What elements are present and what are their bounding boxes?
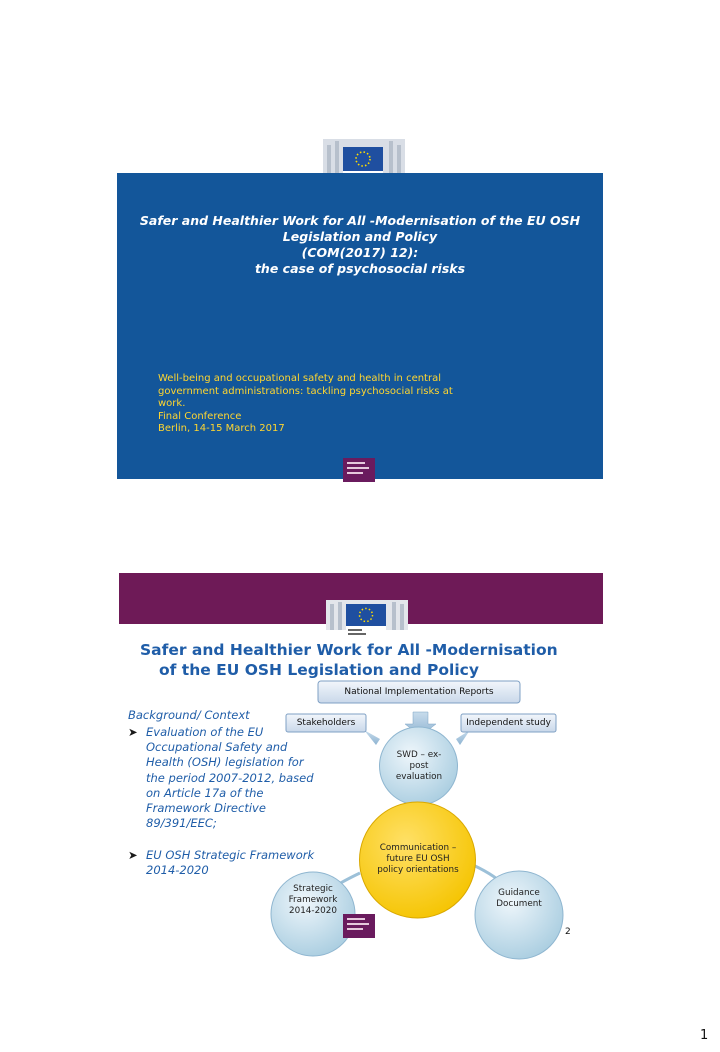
slide-number: 2	[565, 927, 571, 937]
bullet-line: Evaluation of the EU	[146, 725, 264, 739]
bullet-line: Framework Directive	[146, 801, 266, 816]
slide-1-subtitle-line: work.	[158, 398, 186, 409]
slide-1-subtitle-line: Final Conference	[158, 410, 242, 422]
slide-1-subtitle-line: Well-being and occupational safety and health in central	[158, 373, 441, 384]
strategic-framework-label	[273, 884, 353, 917]
guidance-document-label	[481, 888, 557, 910]
slide-1-title-line: the case of psychosocial risks	[254, 261, 466, 276]
swd-label-line: post	[409, 761, 429, 771]
arrow-right-icon	[364, 730, 380, 745]
guidance-circle	[475, 871, 563, 959]
slide-1-title-line: (COM(2017) 12):	[301, 245, 419, 260]
arrow-bullet-icon: ➤	[128, 725, 138, 739]
slide-2-title-line-1: Safer and Healthier Work for All -Modernisation	[140, 641, 558, 659]
guidance-label-line: Guidance	[498, 888, 540, 898]
bullet-line: on Article 17a of the	[146, 785, 264, 800]
swd-label-line: evaluation	[395, 772, 443, 782]
communication-label-line: policy orientations	[377, 865, 459, 875]
bullet-line: 89/391/EEC;	[146, 816, 217, 831]
bullet-line: Health (OSH) legislation for	[146, 755, 304, 770]
bullet-line: EU OSH Strategic Framework	[146, 848, 315, 862]
strategic-label-line: Strategic	[293, 884, 333, 894]
bullet-line: the period 2007-2012, based	[146, 770, 314, 785]
slide-1-title-line: Safer and Healthier Work for All -Modernisation of the EU OSH	[139, 213, 581, 228]
bullet-line: 2014-2020	[146, 863, 209, 878]
slide-1-title-line: Legislation and Policy	[282, 229, 438, 244]
slide-1-subtitle-line: Berlin, 14-15 March 2017	[158, 423, 285, 434]
strategic-label-line: Framework	[288, 895, 338, 905]
bullet-line: Occupational Safety and	[146, 740, 288, 755]
guidance-label-line: Document	[496, 899, 542, 909]
slide-2-footer-logo	[343, 914, 375, 938]
swd-label	[380, 750, 458, 783]
background-context-label: Background/ Context	[128, 708, 250, 722]
national-reports-label: National Implementation Reports	[344, 687, 494, 697]
strategic-label-line: 2014-2020	[289, 906, 337, 916]
communication-label-line: future EU OSH	[386, 854, 450, 864]
arrow-bullet-icon: ➤	[128, 848, 138, 862]
swd-label-line: SWD – ex-	[396, 750, 442, 760]
page-number: 1	[700, 1028, 709, 1043]
communication-label	[360, 843, 476, 876]
communication-label-line: Communication –	[379, 843, 457, 853]
independent-study-label: Independent study	[466, 718, 551, 728]
stakeholders-label: Stakeholders	[296, 718, 356, 728]
slide-1-subtitle-line: government administrations: tackling psychosocial risks at	[158, 385, 453, 397]
slide-2-title-line-2: of the EU OSH Legislation and Policy	[159, 661, 479, 679]
